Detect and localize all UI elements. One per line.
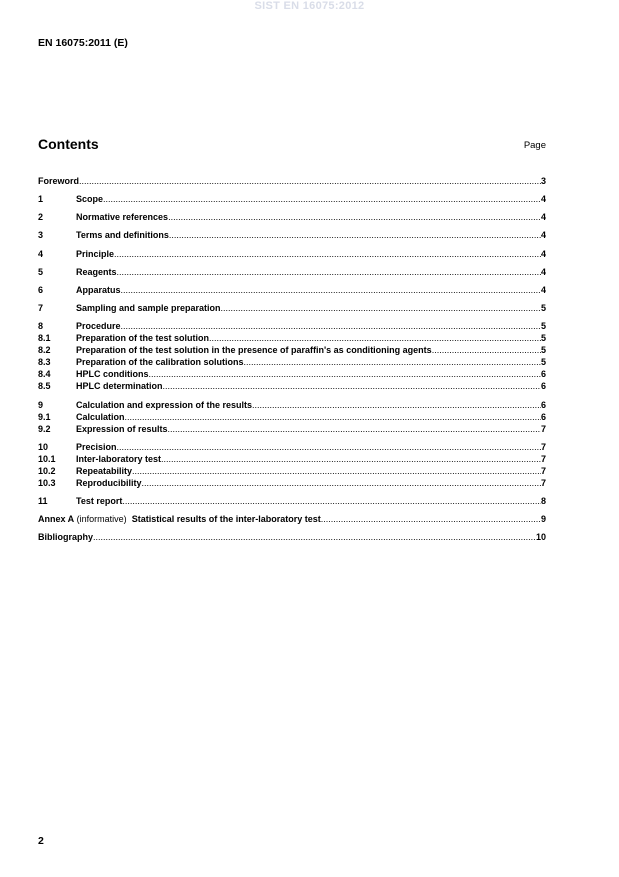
toc-page: 4 [540,249,546,259]
toc-page: 4 [540,230,546,240]
toc-leader-dots [149,368,541,380]
toc-entry-8-2[interactable] [38,344,546,356]
toc-entry-procedure[interactable] [38,320,546,332]
toc-page: 6 [540,369,546,379]
toc-title: Calculation [76,412,125,422]
toc-leader-dots [168,423,541,435]
toc-leader-dots [252,399,541,411]
toc-entry-test-report[interactable] [38,495,546,507]
toc-entry-calculation-expression[interactable] [38,399,546,411]
annex-label: Annex A [38,514,75,524]
toc-page: 5 [540,303,546,313]
toc-page: 4 [540,212,546,222]
toc-page: 4 [540,267,546,277]
toc-number: 7 [38,303,44,313]
toc-entry-10-1[interactable] [38,453,546,465]
toc-entry-sampling[interactable] [38,302,546,314]
toc-entry-reagents[interactable] [38,266,546,278]
toc-leader-dots [142,477,541,489]
toc-leader-dots [117,266,541,278]
toc-page: 10 [535,532,546,542]
toc-number: 6 [38,285,44,295]
toc-number: 9 [38,400,44,410]
toc-title: Repeatability [76,466,133,476]
toc-leader-dots [321,513,541,525]
toc-title: Reproducibility [76,478,142,488]
toc-number: 2 [38,212,44,222]
toc-leader-dots [161,453,541,465]
toc-title [38,513,321,525]
annex-informative-label: (informative) [74,514,132,524]
page-column-label: Page [523,140,546,151]
toc-title: Preparation of the test solution [76,333,210,343]
toc-number: 4 [38,249,44,259]
toc-leader-dots [163,380,541,392]
toc-page: 5 [540,345,546,355]
toc-entry-bibliography[interactable] [38,531,546,543]
toc-leader-dots [244,356,541,368]
toc-leader-dots [132,465,541,477]
toc-entry-annex-a[interactable] [38,513,546,525]
toc-entry-principle[interactable] [38,248,546,260]
toc-leader-dots [125,411,541,423]
toc-page: 7 [540,478,546,488]
toc-entry-terms-and-definitions[interactable] [38,229,546,241]
toc-number: 8 [38,321,44,331]
toc-page: 4 [540,285,546,295]
toc-number: 8.1 [38,333,51,343]
toc-page: 6 [540,381,546,391]
toc-leader-dots [221,302,541,314]
toc-title: Terms and definitions [76,230,169,240]
toc-number: 8.4 [38,369,51,379]
toc-entry-9-1[interactable] [38,411,546,423]
toc-number: 8.3 [38,357,51,367]
toc-entry-8-4[interactable] [38,368,546,380]
toc-title: Calculation and expression of the results [76,400,253,410]
toc-title: Preparation of the calibration solutions [76,357,244,367]
toc-page: 3 [540,176,546,186]
toc-number: 3 [38,230,44,240]
toc-entry-apparatus[interactable] [38,284,546,296]
toc-title: Sampling and sample preparation [76,303,221,313]
toc-title: Apparatus [76,285,121,295]
annex-title: Statistical results of the inter-laboratory test [131,514,321,524]
toc-leader-dots [114,248,541,260]
toc-leader-dots [93,531,536,543]
toc-number: 11 [38,496,48,506]
toc-entry-foreword[interactable] [38,175,546,187]
toc-title: HPLC determination [76,381,163,391]
toc-number: 5 [38,267,44,277]
toc-entry-scope[interactable] [38,193,546,205]
toc-number: 10.1 [38,454,56,464]
toc-title: HPLC conditions [76,369,149,379]
toc-leader-dots [121,320,541,332]
toc-entry-8-3[interactable] [38,356,546,368]
toc-page: 6 [540,412,546,422]
toc-entry-8-5[interactable] [38,380,546,392]
toc-leader-dots [168,211,541,223]
toc-page: 6 [540,400,546,410]
toc-title: Normative references [76,212,169,222]
toc-entry-10-2[interactable] [38,465,546,477]
toc-title: Foreword [38,176,80,186]
toc-title: Principle [76,249,115,259]
toc-page: 8 [540,496,546,506]
toc-number: 10 [38,442,49,452]
toc-page: 7 [540,424,546,434]
toc-entry-10-3[interactable] [38,477,546,489]
toc-page: 5 [540,333,546,343]
contents-title: Contents [38,136,99,152]
toc-leader-dots [121,284,541,296]
toc-title: Test report [76,496,123,506]
toc-number: 8.5 [38,381,51,391]
toc-entry-9-2[interactable] [38,423,546,435]
toc-leader-dots [117,441,541,453]
toc-title: Procedure [76,321,121,331]
toc-title: Inter-laboratory test [76,454,162,464]
toc-leader-dots [79,175,541,187]
toc-title: Bibliography [38,532,94,542]
page-number: 2 [38,835,44,847]
toc-number: 8.2 [38,345,51,355]
document-id: EN 16075:2011 (E) [38,37,128,49]
toc-number: 10.3 [38,478,56,488]
toc-leader-dots [432,344,541,356]
toc-title: Precision [76,442,117,452]
toc-page: 7 [540,466,546,476]
toc-number: 9.2 [38,424,51,434]
toc-entry-8-1[interactable] [38,332,546,344]
toc-title: Expression of results [76,424,168,434]
toc-page: 7 [540,442,546,452]
toc-page: 9 [540,514,546,524]
toc-number: 9.1 [38,412,51,422]
toc-entry-precision[interactable] [38,441,546,453]
toc-page: 7 [540,454,546,464]
toc-leader-dots [122,495,541,507]
toc-entry-normative-references[interactable] [38,211,546,223]
toc-leader-dots [103,193,541,205]
toc-title: Scope [76,194,104,204]
toc-number: 1 [38,194,44,204]
toc-leader-dots [169,229,541,241]
toc-title: Preparation of the test solution in the presence of paraffin's as conditioning agents [76,345,432,355]
toc-title: Reagents [76,267,117,277]
toc-page: 4 [540,194,546,204]
toc-number: 10.2 [38,466,56,476]
toc-page: 5 [540,321,546,331]
watermark: SIST EN 16075:2012 [254,0,365,12]
toc-page: 5 [540,357,546,367]
toc-leader-dots [209,332,541,344]
